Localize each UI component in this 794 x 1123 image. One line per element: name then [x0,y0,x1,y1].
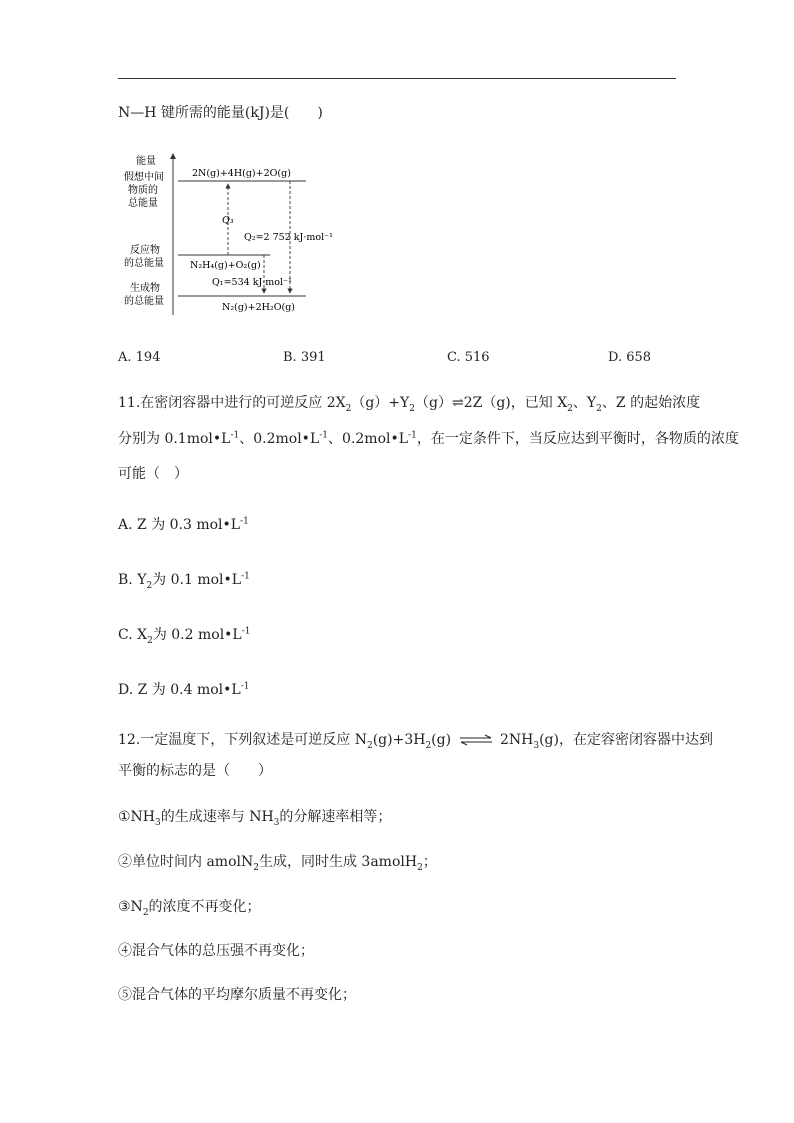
q3-label: Q₃ [222,215,234,226]
q12-item-3: $③N_2$的浓度不再变化； [118,899,261,918]
q10-option-d: D. 658 [608,350,652,365]
q10-option-a: A. 194 [118,350,161,365]
hypo-label-2: 物质的 [128,185,158,196]
q12-line1: 12.一定温度下，下列叙述是可逆反应 $N_2(g)+3H_2(g)$ $2NH_3(g)$，在定容密闭容器中达到 [118,732,713,751]
hypo-label-3: 总能量 [128,198,158,209]
axis-label: 能量 [136,156,156,167]
q12-item-1: $①NH_3$的生成速率与 $NH_3$的分解速率相等； [118,809,392,828]
q10-option-b: B. 391 [283,350,326,365]
q10-tail: N—H 键所需的能量(kJ)是( ) [118,105,323,121]
q10-option-c: C. 516 [447,350,490,365]
equilibrium-arrow-icon [458,734,494,746]
q11-option-c: C. $X_2$为 0.2 $mol•L^{-1}$ [118,626,251,646]
q1-label: Q₁=534 kJ·mol⁻¹ [212,277,292,288]
q11-line3: 可能（ ） [118,466,188,482]
q12-item-2: ②单位时间内 amolN$_2$生成，同时生成 3amolH$_2$； [118,854,437,873]
q11-option-d: D. Z 为 0.4 $mol•L^{-1}$ [118,681,250,698]
react-label-2: 的总能量 [124,258,164,269]
q12-line2: 平衡的标志的是（ ） [118,763,272,779]
top-species: 2N(g)+4H(g)+2O(g) [192,168,291,179]
header-rule [118,78,676,79]
prod-label-1: 生成物 [130,283,160,294]
prod-species: N₂(g)+2H₂O(g) [222,302,295,313]
q2-label: Q₂=2 752 kJ·mol⁻¹ [244,232,333,243]
q11-line1: 11.在密闭容器中进行的可逆反应 $2X_2(g)+Y_2(g)\rightleftharpoons 2Z(g)$，已知 $X_2$、$Y_2$、Z 的起始浓度 [118,395,701,414]
q11-line2: 分别为 $0.1mol•L^{-1}$、$0.2mol•L^{-1}$、$0.2mol•L^{-1}$，在一定条件下，当反应达到平衡时，各物质的浓度 [118,430,739,447]
react-label-1: 反应物 [130,245,160,256]
hypo-label-1: 假想中间 [124,172,164,183]
q12-item-5: ⑤混合气体的平均摩尔质量不再变化； [118,987,356,1003]
q12-item-4: ④混合气体的总压强不再变化； [118,943,314,959]
energy-diagram [118,150,348,320]
prod-label-2: 的总能量 [124,296,164,307]
q11-option-a: A. Z 为 0.3 $mol•L^{-1}$ [118,516,249,533]
q11-option-b: B. $Y_2$为 0.1 $mol•L^{-1}$ [118,571,250,591]
react-species: N₂H₄(g)+O₂(g) [190,260,261,271]
